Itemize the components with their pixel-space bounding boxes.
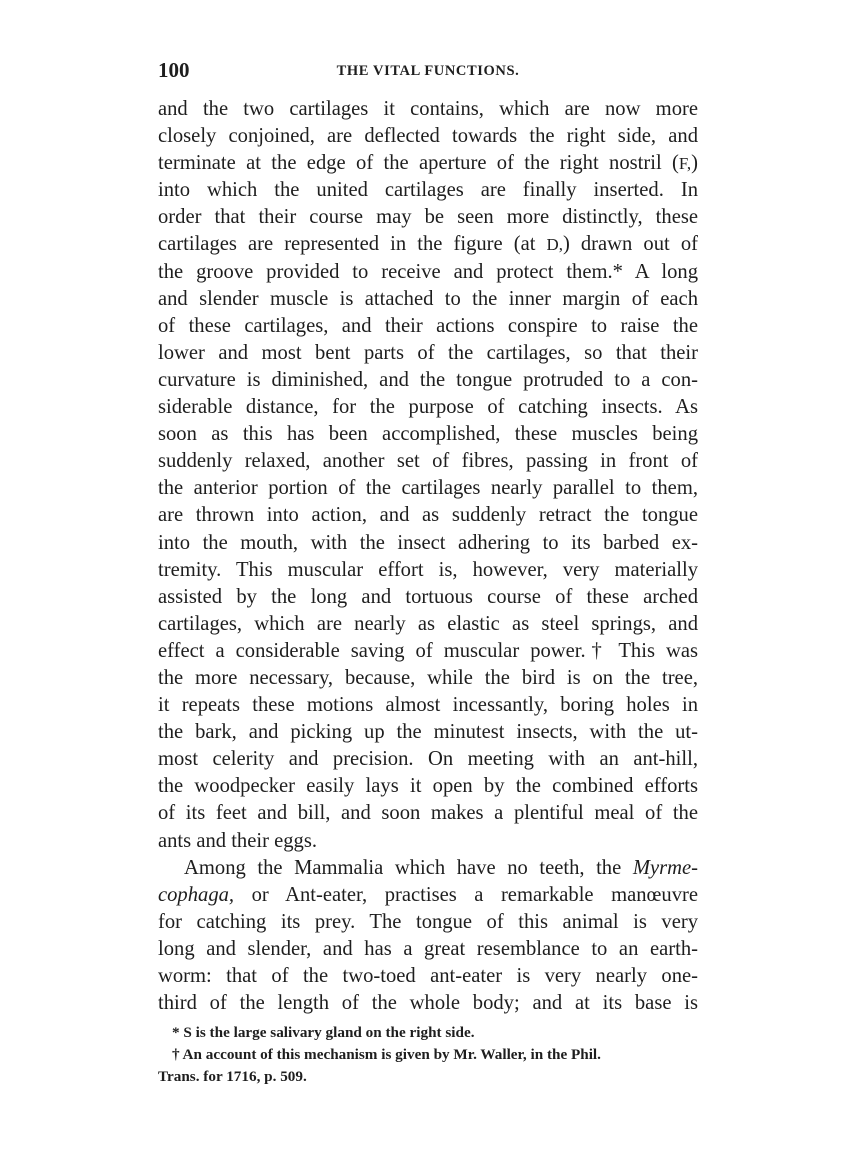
- text-line: cartilages, which are nearly as elastic as steel springs, and: [158, 612, 698, 635]
- footnote: † An account of this mechanism is given by Mr. Waller, in the Phil.: [172, 1046, 601, 1063]
- text-line: it repeats these motions almost incessantly, boring holes in: [158, 694, 698, 717]
- footnotes: [158, 1022, 698, 1088]
- text-line: lower and most bent parts of the cartilages, so that their: [158, 341, 698, 364]
- running-title: THE VITAL FUNCTIONS.: [336, 63, 520, 79]
- text-line: soon as this has been accomplished, these muscles being: [158, 423, 698, 446]
- text-line: the anterior portion of the cartilages nearly parallel to them,: [158, 477, 698, 500]
- figure-letter-d: D,: [546, 235, 563, 255]
- text-line: order that their course may be seen more distinctly, these: [158, 206, 698, 229]
- text-line: most celerity and precision. On meeting with an ant-hill,: [158, 748, 698, 771]
- text-line-part: cartilages are represented in the figure (at: [158, 233, 547, 256]
- text-line: curvature is diminished, and the tongue protruded to a con-: [158, 368, 698, 391]
- text-line: long and slender, and has a great resemblance to an earth-: [158, 937, 698, 960]
- genus-name: cophaga,: [158, 883, 235, 906]
- body-text: [158, 96, 698, 1017]
- text-line: the bark, and picking up the minutest insects, with the ut-: [158, 721, 698, 744]
- text-line: [158, 150, 698, 177]
- text-line-part: ) drawn out of: [562, 233, 698, 256]
- text-line: are thrown into action, and as suddenly retract the tongue: [158, 504, 698, 527]
- text-line: worm: that of the two-toed ant-eater is very nearly one-: [158, 965, 698, 987]
- text-line: effect a considerable saving of muscular power.† This was: [158, 639, 698, 662]
- text-line: suddenly relaxed, another set of fibres, passing in front of: [158, 450, 698, 473]
- text-line-part: Among the Mammalia which have no teeth, the: [184, 856, 633, 879]
- text-line: and slender muscle is attached to the inner margin of each: [158, 287, 698, 310]
- text-line: closely conjoined, are deflected towards the right side, and: [158, 125, 698, 148]
- text-line: [158, 882, 698, 909]
- text-line: into the mouth, with the insect adhering to its barbed ex-: [158, 531, 698, 554]
- text-line: siderable distance, for the purpose of catching insects. As: [158, 396, 698, 419]
- text-line: [158, 855, 698, 882]
- text-line: tremity. This muscular effort is, however, very materially: [158, 558, 698, 581]
- figure-letter-f: F,: [678, 154, 692, 174]
- genus-name: Myrme-: [632, 856, 698, 879]
- text-line-part: or Ant-eater, practises a remarkable manœuvre: [234, 883, 698, 906]
- text-line: assisted by the long and tortuous course of these arched: [158, 585, 698, 608]
- text-line: ants and their eggs.: [158, 829, 317, 852]
- text-line: third of the length of the whole body; and at its base is: [158, 992, 698, 1015]
- page-header: [158, 58, 698, 82]
- text-line: of these cartilages, and their actions conspire to raise the: [158, 314, 698, 337]
- text-line: into which the united cartilages are finally inserted. In: [158, 179, 698, 202]
- text-line: the woodpecker easily lays it open by the combined efforts: [158, 775, 698, 798]
- text-line: and the two cartilages it contains, which are now more: [158, 98, 698, 120]
- text-line: the groove provided to receive and protect them.* A long: [158, 260, 698, 283]
- text-line: of its feet and bill, and soon makes a plentiful meal of the: [158, 802, 698, 825]
- footnote-continuation: Trans. for 1716, p. 509.: [158, 1068, 307, 1085]
- footnote: * S is the large salivary gland on the right side.: [172, 1024, 475, 1041]
- text-line: the more necessary, because, while the bird is on the tree,: [158, 666, 698, 689]
- text-line: [158, 231, 698, 258]
- text-line-part: terminate at the edge of the aperture of the right nostril (: [158, 152, 679, 175]
- text-line: for catching its prey. The tongue of this animal is very: [158, 910, 698, 933]
- text-line-part: ): [691, 152, 698, 175]
- page-number: 100: [158, 58, 190, 82]
